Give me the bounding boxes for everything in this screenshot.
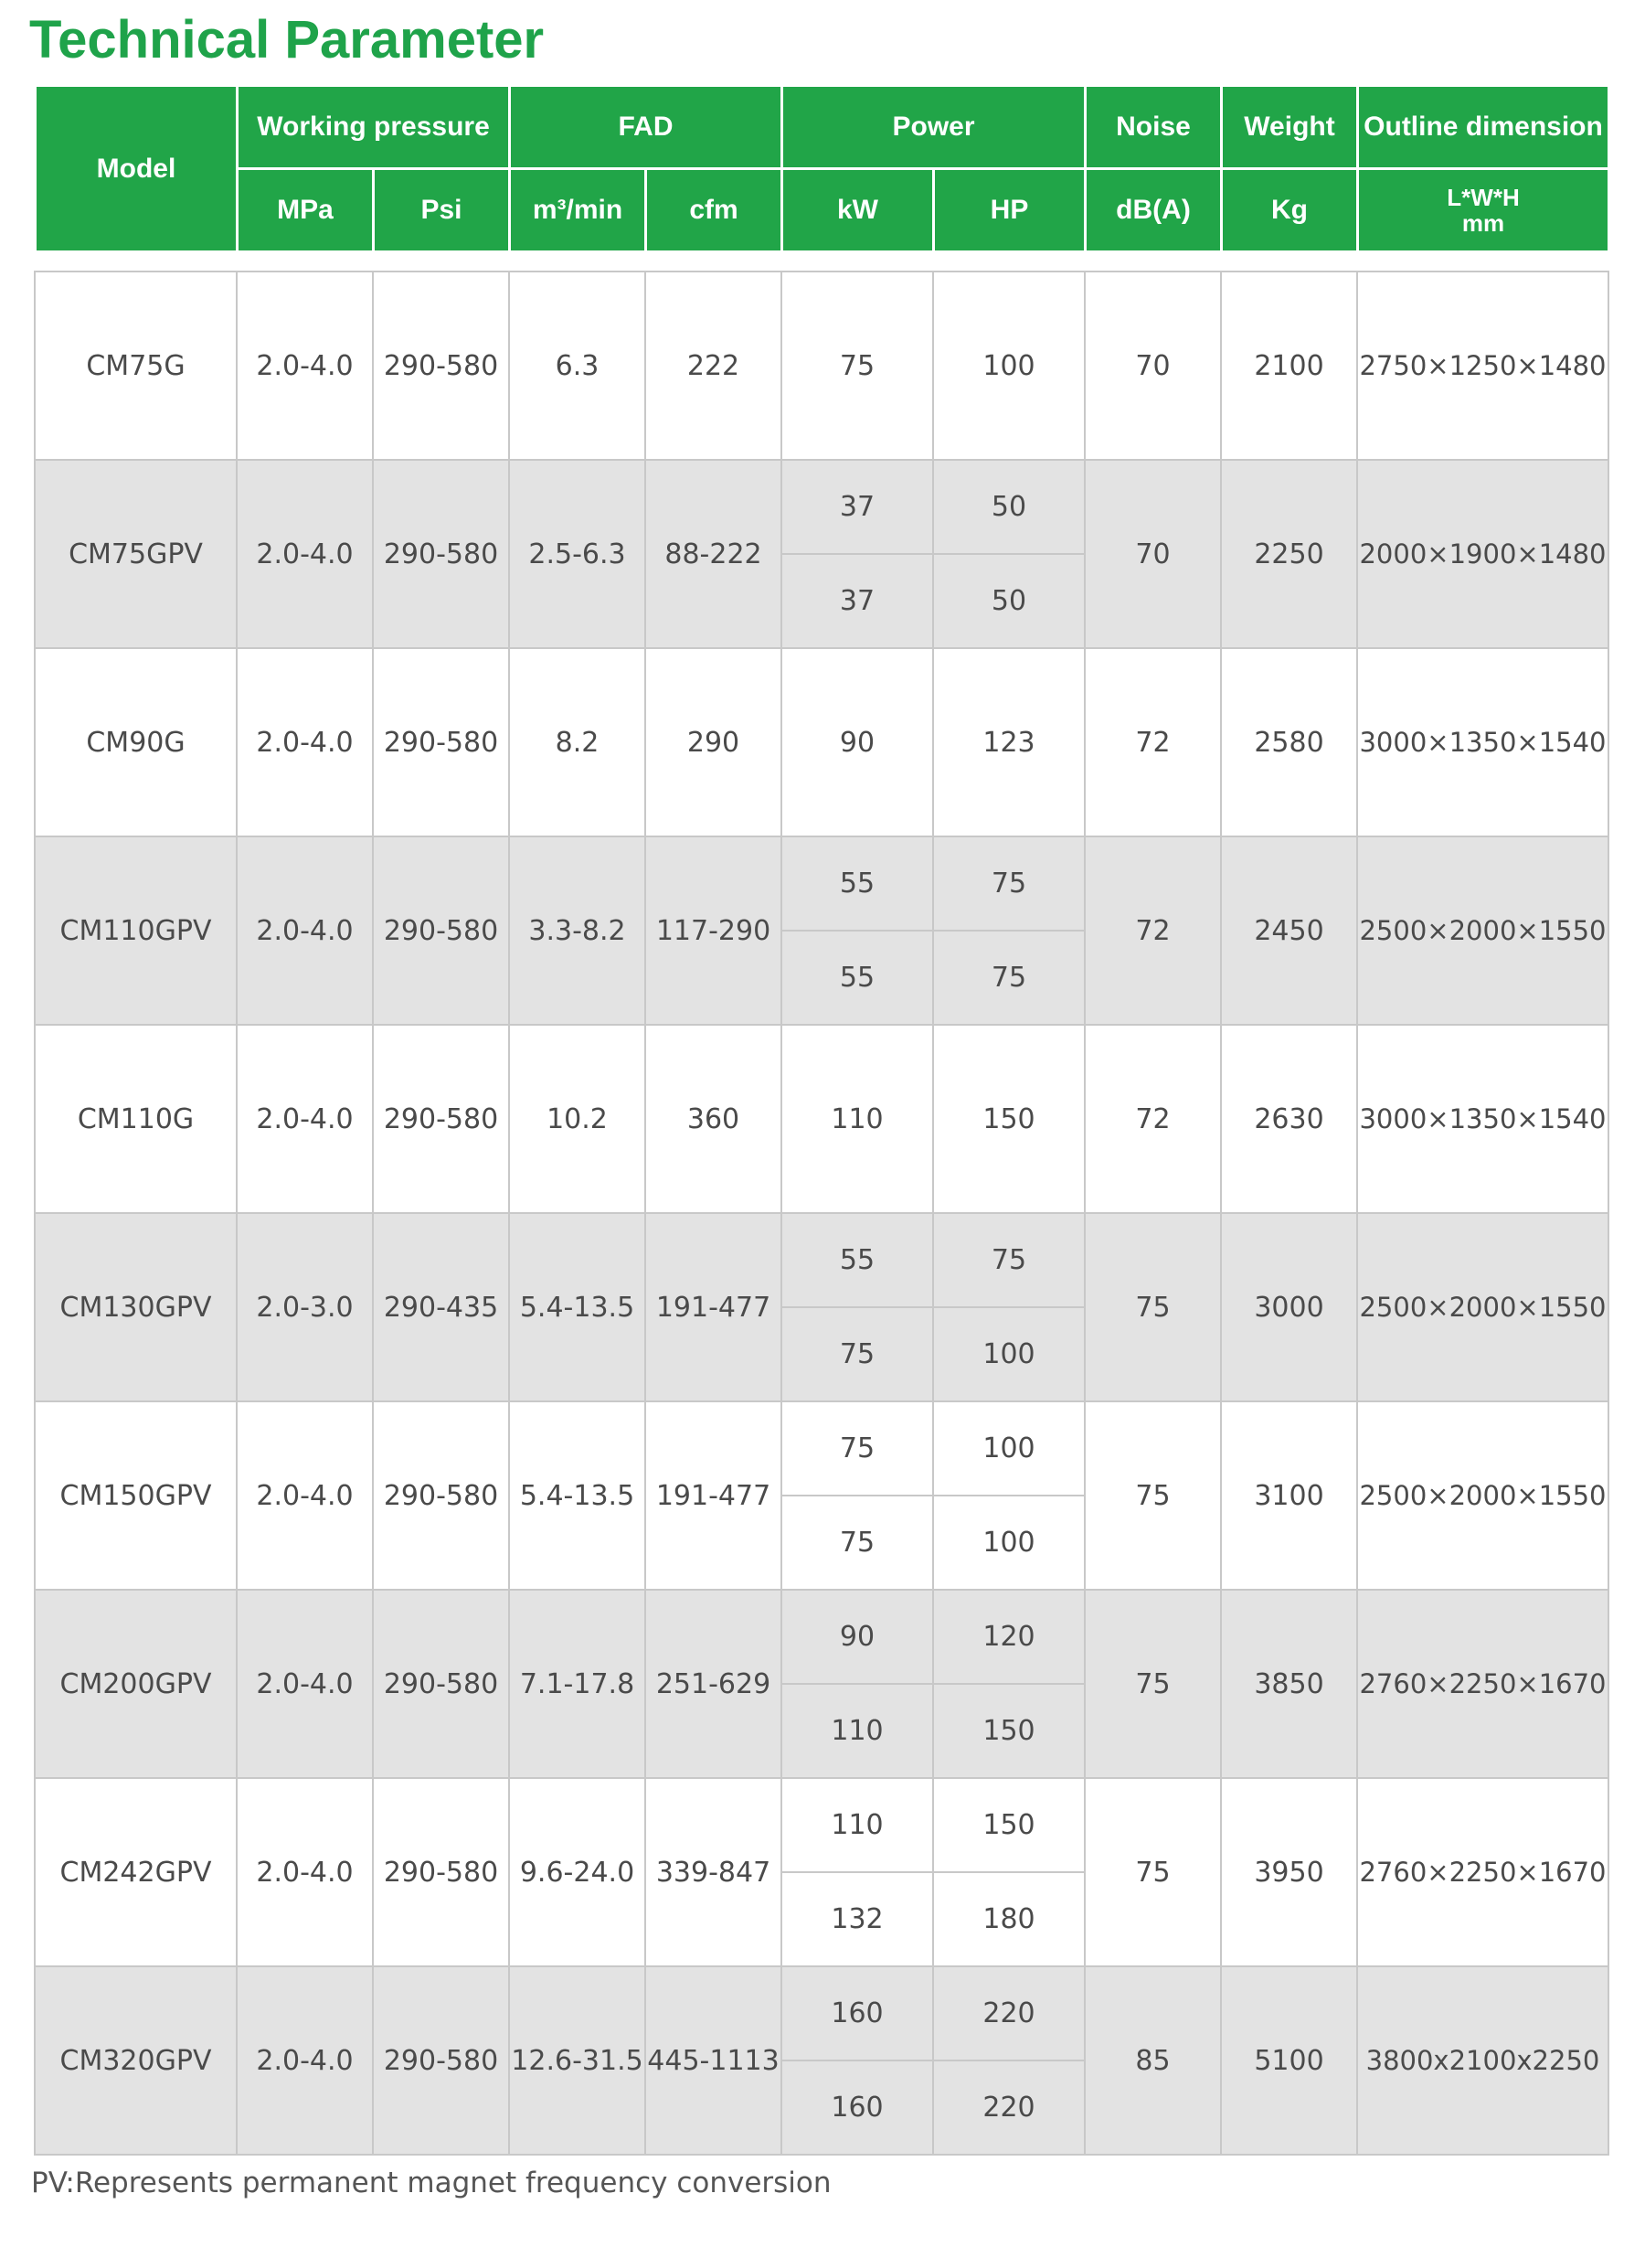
model-cell: CM242GPV xyxy=(35,1778,237,1966)
header-unit-dimension xyxy=(1358,169,1609,252)
power-kw-cell: 37 xyxy=(781,460,933,554)
header-fad: FAD xyxy=(510,86,782,169)
dimension-cell: 3000×1350×1540 xyxy=(1357,1025,1608,1213)
fad-m3min-cell: 6.3 xyxy=(509,272,645,460)
power-hp-cell: 220 xyxy=(933,2060,1085,2155)
pressure-psi-cell: 290-580 xyxy=(373,1778,509,1966)
pressure-psi-cell: 290-580 xyxy=(373,272,509,460)
noise-cell: 72 xyxy=(1085,836,1221,1025)
noise-cell: 72 xyxy=(1085,648,1221,836)
header-unit-dba: dB(A) xyxy=(1086,169,1222,252)
header-unit-mpa: MPa xyxy=(238,169,374,252)
fad-cfm-cell: 191-477 xyxy=(645,1213,781,1401)
power-hp-cell: 123 xyxy=(933,648,1085,836)
fad-cfm-cell: 191-477 xyxy=(645,1401,781,1590)
power-kw-cell: 160 xyxy=(781,1966,933,2060)
model-cell: CM90G xyxy=(35,648,237,836)
model-cell: CM320GPV xyxy=(35,1966,237,2155)
noise-cell: 75 xyxy=(1085,1778,1221,1966)
table-row xyxy=(35,272,1608,460)
header-unit-m3min: m³/min xyxy=(510,169,646,252)
power-hp-cell: 100 xyxy=(933,1401,1085,1496)
noise-cell: 72 xyxy=(1085,1025,1221,1213)
dimension-cell: 2500×2000×1550 xyxy=(1357,1213,1608,1401)
power-hp-cell: 220 xyxy=(933,1966,1085,2060)
weight-cell: 5100 xyxy=(1221,1966,1357,2155)
pressure-mpa-cell: 2.0-4.0 xyxy=(237,836,373,1025)
page-title: Technical Parameter xyxy=(29,10,545,69)
power-kw-cell: 55 xyxy=(781,931,933,1025)
table-row xyxy=(35,1213,1608,1307)
power-kw-cell: 110 xyxy=(781,1025,933,1213)
model-cell: CM110G xyxy=(35,1025,237,1213)
pressure-mpa-cell: 2.0-4.0 xyxy=(237,272,373,460)
dimension-cell: 2750×1250×1480 xyxy=(1357,272,1608,460)
header-unit-psi: Psi xyxy=(374,169,510,252)
pressure-mpa-cell: 2.0-3.0 xyxy=(237,1213,373,1401)
fad-m3min-cell: 2.5-6.3 xyxy=(509,460,645,648)
pressure-mpa-cell: 2.0-4.0 xyxy=(237,460,373,648)
power-kw-cell: 132 xyxy=(781,1872,933,1966)
pressure-psi-cell: 290-580 xyxy=(373,836,509,1025)
pressure-psi-cell: 290-580 xyxy=(373,1025,509,1213)
header-weight: Weight xyxy=(1222,86,1358,169)
weight-cell: 2630 xyxy=(1221,1025,1357,1213)
pressure-mpa-cell: 2.0-4.0 xyxy=(237,1590,373,1778)
header-model: Model xyxy=(36,86,238,252)
table-row xyxy=(35,1401,1608,1496)
dimension-cell: 2760×2250×1670 xyxy=(1357,1778,1608,1966)
dimension-cell: 2760×2250×1670 xyxy=(1357,1590,1608,1778)
pressure-psi-cell: 290-580 xyxy=(373,648,509,836)
noise-cell: 70 xyxy=(1085,272,1221,460)
weight-cell: 2250 xyxy=(1221,460,1357,648)
fad-cfm-cell: 251-629 xyxy=(645,1590,781,1778)
fad-cfm-cell: 339-847 xyxy=(645,1778,781,1966)
fad-m3min-cell: 7.1-17.8 xyxy=(509,1590,645,1778)
power-hp-cell: 100 xyxy=(933,1496,1085,1590)
power-hp-cell: 75 xyxy=(933,1213,1085,1307)
power-kw-cell: 160 xyxy=(781,2060,933,2155)
power-kw-cell: 75 xyxy=(781,1496,933,1590)
header-power: Power xyxy=(782,86,1086,169)
weight-cell: 3000 xyxy=(1221,1213,1357,1401)
parameter-table xyxy=(34,271,1609,2156)
header-unit-cfm: cfm xyxy=(646,169,782,252)
noise-cell: 75 xyxy=(1085,1590,1221,1778)
dimension-cell: 2500×2000×1550 xyxy=(1357,1401,1608,1590)
power-hp-cell: 50 xyxy=(933,554,1085,648)
noise-cell: 70 xyxy=(1085,460,1221,648)
power-hp-cell: 100 xyxy=(933,1307,1085,1401)
power-kw-cell: 110 xyxy=(781,1778,933,1872)
model-cell: CM130GPV xyxy=(35,1213,237,1401)
table-row xyxy=(35,1590,1608,1684)
header-unit-mm: mm xyxy=(1461,209,1505,237)
weight-cell: 3100 xyxy=(1221,1401,1357,1590)
dimension-cell: 2000×1900×1480 xyxy=(1357,460,1608,648)
footnote: PV:Represents permanent magnet frequency conversion xyxy=(31,2167,832,2199)
model-cell: CM110GPV xyxy=(35,836,237,1025)
weight-cell: 3950 xyxy=(1221,1778,1357,1966)
header-unit-kw: kW xyxy=(782,169,934,252)
header-unit-hp: HP xyxy=(934,169,1086,252)
dimension-cell: 3000×1350×1540 xyxy=(1357,648,1608,836)
pressure-psi-cell: 290-435 xyxy=(373,1213,509,1401)
parameter-table-body xyxy=(35,272,1608,2155)
fad-m3min-cell: 5.4-13.5 xyxy=(509,1213,645,1401)
fad-m3min-cell: 3.3-8.2 xyxy=(509,836,645,1025)
power-hp-cell: 180 xyxy=(933,1872,1085,1966)
power-hp-cell: 50 xyxy=(933,460,1085,554)
power-hp-cell: 75 xyxy=(933,931,1085,1025)
model-cell: CM75G xyxy=(35,272,237,460)
fad-cfm-cell: 222 xyxy=(645,272,781,460)
power-kw-cell: 90 xyxy=(781,1590,933,1684)
dimension-cell: 2500×2000×1550 xyxy=(1357,836,1608,1025)
fad-m3min-cell: 12.6-31.5 xyxy=(509,1966,645,2155)
power-kw-cell: 55 xyxy=(781,836,933,931)
model-cell: CM200GPV xyxy=(35,1590,237,1778)
power-kw-cell: 37 xyxy=(781,554,933,648)
noise-cell: 75 xyxy=(1085,1213,1221,1401)
noise-cell: 75 xyxy=(1085,1401,1221,1590)
table-row xyxy=(35,1966,1608,2060)
pressure-mpa-cell: 2.0-4.0 xyxy=(237,1778,373,1966)
fad-m3min-cell: 10.2 xyxy=(509,1025,645,1213)
dimension-cell: 3800x2100x2250 xyxy=(1357,1966,1608,2155)
header-outline-dimension: Outline dimension xyxy=(1358,86,1609,169)
weight-cell: 2580 xyxy=(1221,648,1357,836)
pressure-psi-cell: 290-580 xyxy=(373,1966,509,2155)
fad-cfm-cell: 290 xyxy=(645,648,781,836)
power-hp-cell: 120 xyxy=(933,1590,1085,1684)
power-hp-cell: 75 xyxy=(933,836,1085,931)
pressure-mpa-cell: 2.0-4.0 xyxy=(237,1025,373,1213)
header-working-pressure: Working pressure xyxy=(238,86,510,169)
table-row xyxy=(35,836,1608,931)
noise-cell: 85 xyxy=(1085,1966,1221,2155)
power-hp-cell: 100 xyxy=(933,272,1085,460)
weight-cell: 2450 xyxy=(1221,836,1357,1025)
pressure-psi-cell: 290-580 xyxy=(373,1401,509,1590)
power-kw-cell: 75 xyxy=(781,1307,933,1401)
power-kw-cell: 55 xyxy=(781,1213,933,1307)
power-hp-cell: 150 xyxy=(933,1025,1085,1213)
pressure-mpa-cell: 2.0-4.0 xyxy=(237,648,373,836)
header-noise: Noise xyxy=(1086,86,1222,169)
model-cell: CM75GPV xyxy=(35,460,237,648)
power-kw-cell: 110 xyxy=(781,1684,933,1778)
table-row xyxy=(35,1025,1608,1213)
weight-cell: 2100 xyxy=(1221,272,1357,460)
pressure-psi-cell: 290-580 xyxy=(373,460,509,648)
pressure-mpa-cell: 2.0-4.0 xyxy=(237,1401,373,1590)
fad-m3min-cell: 8.2 xyxy=(509,648,645,836)
power-kw-cell: 75 xyxy=(781,272,933,460)
table-row xyxy=(35,460,1608,554)
table-row xyxy=(35,648,1608,836)
header-unit-lwh: L*W*H xyxy=(1447,184,1520,211)
table-header xyxy=(34,84,1610,253)
weight-cell: 3850 xyxy=(1221,1590,1357,1778)
pressure-psi-cell: 290-580 xyxy=(373,1590,509,1778)
fad-cfm-cell: 117-290 xyxy=(645,836,781,1025)
fad-m3min-cell: 5.4-13.5 xyxy=(509,1401,645,1590)
power-kw-cell: 75 xyxy=(781,1401,933,1496)
table-row xyxy=(35,1778,1608,1872)
fad-cfm-cell: 360 xyxy=(645,1025,781,1213)
power-hp-cell: 150 xyxy=(933,1778,1085,1872)
header-unit-kg: Kg xyxy=(1222,169,1358,252)
power-kw-cell: 90 xyxy=(781,648,933,836)
fad-cfm-cell: 445-1113 xyxy=(645,1966,781,2155)
fad-m3min-cell: 9.6-24.0 xyxy=(509,1778,645,1966)
fad-cfm-cell: 88-222 xyxy=(645,460,781,648)
power-hp-cell: 150 xyxy=(933,1684,1085,1778)
pressure-mpa-cell: 2.0-4.0 xyxy=(237,1966,373,2155)
model-cell: CM150GPV xyxy=(35,1401,237,1590)
